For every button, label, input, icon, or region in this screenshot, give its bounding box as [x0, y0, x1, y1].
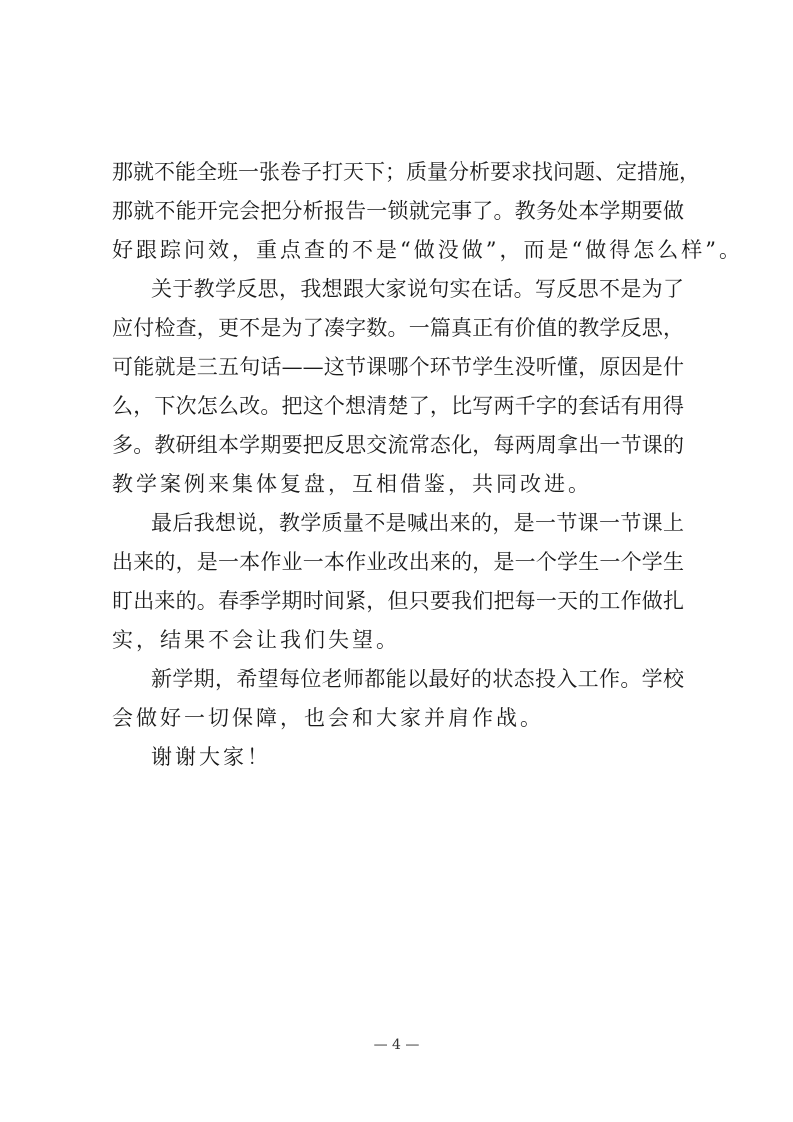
- text-line: 那就不能全班一张卷子打天下；质量分析要求找问题、定措施，: [112, 160, 700, 184]
- text-line: 么，下次怎么改。把这个想清楚了，比写两千字的套话有用得: [112, 394, 684, 418]
- text-line: 那就不能开完会把分析报告一锁就完事了。教务处本学期要做: [112, 199, 684, 223]
- text-line: 关于教学反思，我想跟大家说句实在话。写反思不是为了: [151, 277, 684, 301]
- text-line: 出来的，是一本作业一本作业改出来的，是一个学生一个学生: [112, 550, 684, 574]
- text-line: 谢谢大家！: [151, 745, 271, 769]
- text-line: 可能就是三五句话——这节课哪个环节学生没听懂，原因是什: [112, 355, 684, 379]
- text-line: 好跟踪问效，重点查的不是“做没做”，而是“做得怎么样”。: [112, 238, 743, 262]
- text-line: 教学案例来集体复盘，互相借鉴，共同改进。: [112, 472, 592, 496]
- text-line: 应付检查，更不是为了凑字数。一篇真正有价值的教学反思，: [112, 316, 684, 340]
- body-text: [112, 153, 743, 777]
- text-line: 多。教研组本学期要把反思交流常态化，每两周拿出一节课的: [112, 433, 684, 457]
- page-number: — 4 —: [373, 1037, 420, 1053]
- text-line: 实，结果不会让我们失望。: [112, 628, 400, 652]
- text-line: 会做好一切保障，也会和大家并肩作战。: [112, 706, 544, 730]
- text-line: 最后我想说，教学质量不是喊出来的，是一节课一节课上: [151, 511, 684, 535]
- text-line: 新学期，希望每位老师都能以最好的状态投入工作。学校: [151, 667, 684, 691]
- text-line: 盯出来的。春季学期时间紧，但只要我们把每一天的工作做扎: [112, 589, 684, 613]
